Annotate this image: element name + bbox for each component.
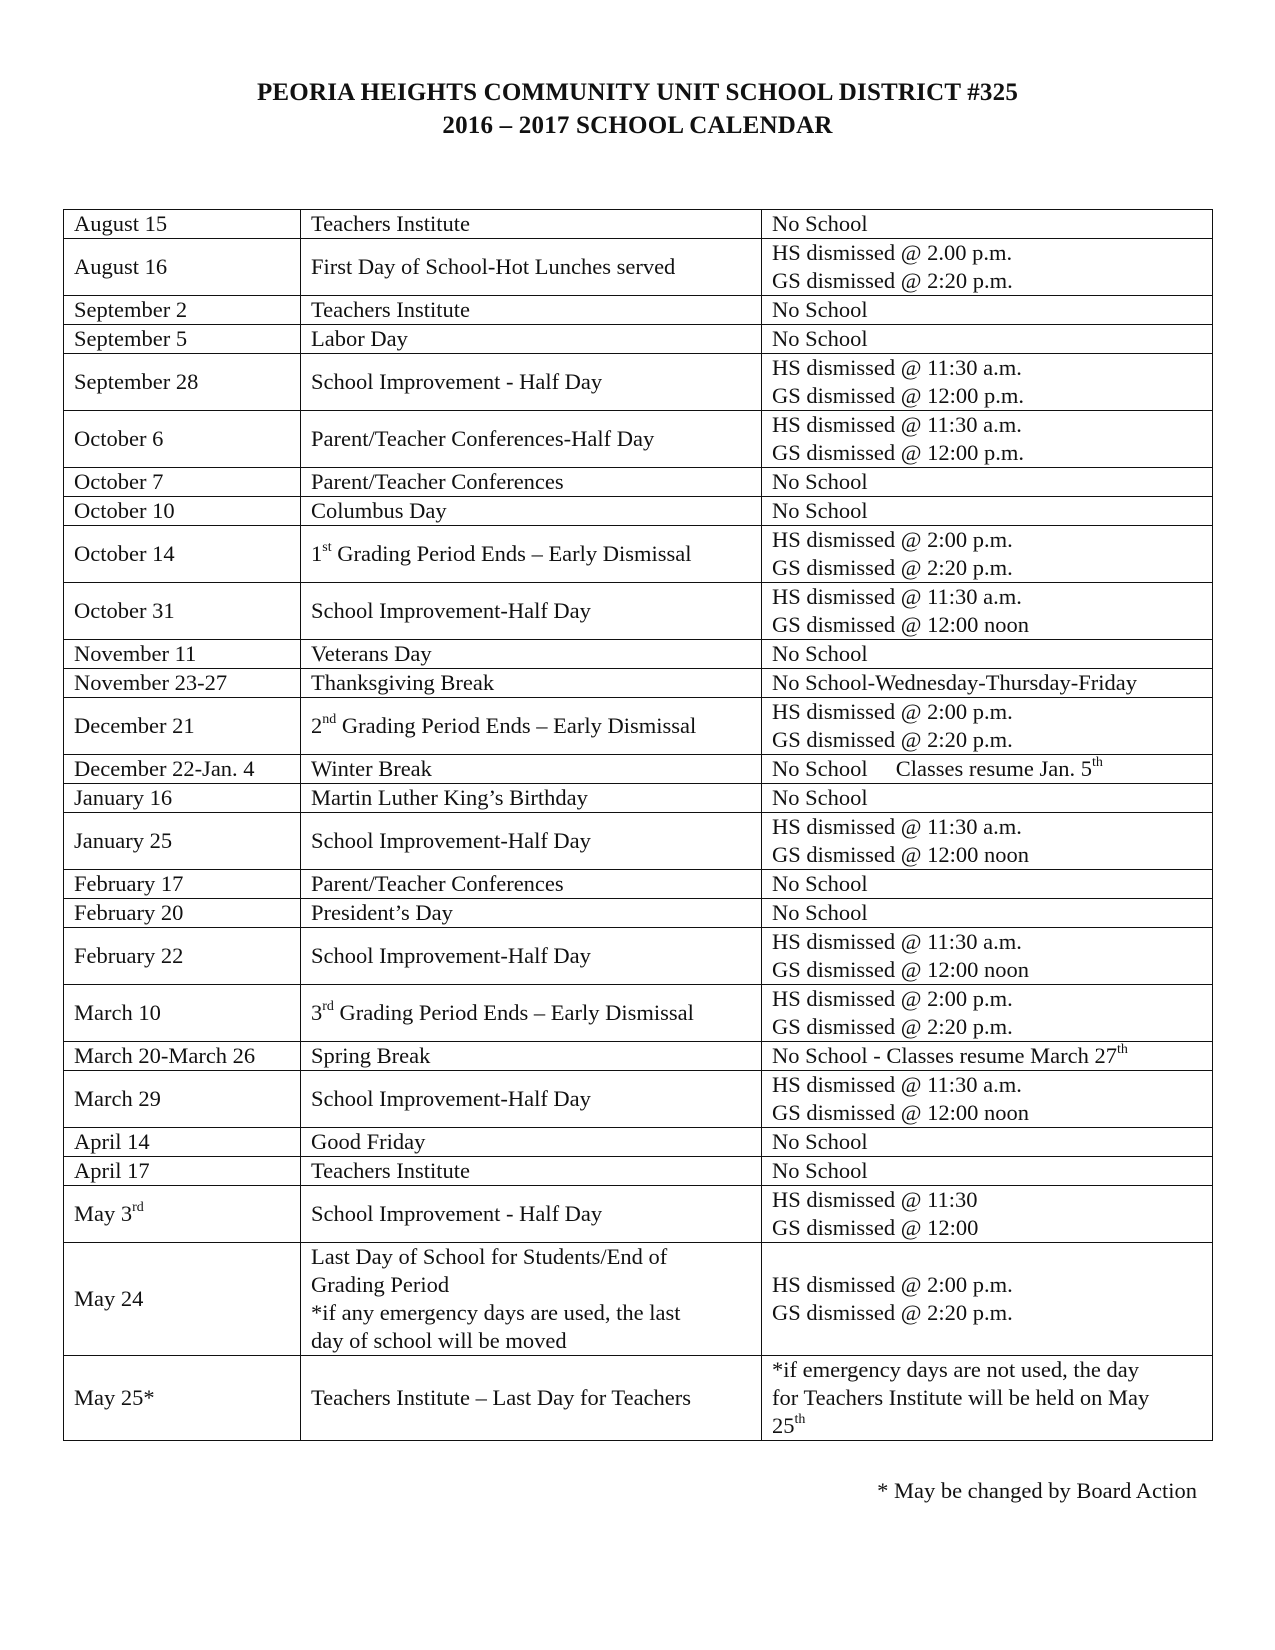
date-cell: March 10 (64, 985, 301, 1042)
date-cell: December 21 (64, 698, 301, 755)
table-row (64, 1186, 1213, 1243)
event-cell (301, 985, 762, 1042)
date-cell: February 22 (64, 928, 301, 985)
note-line: GS dismissed @ 2:20 p.m. (772, 1014, 1013, 1039)
date-cell: October 7 (64, 468, 301, 497)
event-cell: School Improvement-Half Day (301, 583, 762, 640)
table-row (64, 1356, 1213, 1441)
date-cell: August 15 (64, 210, 301, 239)
event-cell: Martin Luther King’s Birthday (301, 784, 762, 813)
note-line: for Teachers Institute will be held on May (772, 1385, 1150, 1410)
table-row (64, 497, 1213, 526)
note-cell (762, 985, 1213, 1042)
date-cell: March 20-March 26 (64, 1042, 301, 1071)
note-cell (762, 928, 1213, 985)
event-text: 2 (311, 713, 323, 738)
event-cell (301, 1243, 762, 1356)
ordinal-suffix: th (1116, 1041, 1128, 1057)
table-row (64, 1042, 1213, 1071)
note-cell (762, 1186, 1213, 1243)
date-cell: November 23-27 (64, 669, 301, 698)
note-cell (762, 239, 1213, 296)
table-row (64, 985, 1213, 1042)
event-cell: School Improvement-Half Day (301, 928, 762, 985)
event-text: 1 (311, 541, 323, 566)
event-cell: Columbus Day (301, 497, 762, 526)
date-cell: February 20 (64, 899, 301, 928)
date-cell: August 16 (64, 239, 301, 296)
table-row (64, 239, 1213, 296)
event-cell: Good Friday (301, 1128, 762, 1157)
note-line: HS dismissed @ 11:30 a.m. (772, 1072, 1022, 1097)
event-cell: Labor Day (301, 325, 762, 354)
event-cell: Thanksgiving Break (301, 669, 762, 698)
date-cell: March 29 (64, 1071, 301, 1128)
note-cell: No School (762, 640, 1213, 669)
table-row (64, 813, 1213, 870)
note-cell: No School (762, 1157, 1213, 1186)
note-cell (762, 755, 1213, 784)
note-line: HS dismissed @ 11:30 a.m. (772, 584, 1022, 609)
note-cell (762, 411, 1213, 468)
note-cell (762, 1071, 1213, 1128)
date-cell: November 11 (64, 640, 301, 669)
note-text: No School - Classes resume March 27 (772, 1043, 1117, 1068)
event-cell: School Improvement - Half Day (301, 354, 762, 411)
table-row (64, 928, 1213, 985)
ordinal-suffix: nd (322, 711, 337, 727)
table-row (64, 870, 1213, 899)
event-cell: Parent/Teacher Conferences (301, 468, 762, 497)
date-cell: May 24 (64, 1243, 301, 1356)
note-line: GS dismissed @ 12:00 p.m. (772, 440, 1024, 465)
note-line: HS dismissed @ 11:30 (772, 1187, 978, 1212)
date-cell: October 14 (64, 526, 301, 583)
note-cell: No School (762, 210, 1213, 239)
date-cell: January 16 (64, 784, 301, 813)
note-line: GS dismissed @ 12:00 (772, 1215, 979, 1240)
note-cell: No School (762, 899, 1213, 928)
note-cell: No School (762, 296, 1213, 325)
note-line: HS dismissed @ 2:00 p.m. (772, 699, 1013, 724)
ordinal-suffix: st (322, 539, 332, 555)
document-title: PEORIA HEIGHTS COMMUNITY UNIT SCHOOL DISTRICT #325 (256, 79, 1019, 106)
ordinal-suffix: th (1091, 754, 1103, 770)
note-line: GS dismissed @ 2:20 p.m. (772, 727, 1013, 752)
note-line: HS dismissed @ 11:30 a.m. (772, 355, 1022, 380)
table-row (64, 526, 1213, 583)
event-cell (301, 526, 762, 583)
calendar-table (63, 209, 1213, 1441)
note-line: HS dismissed @ 11:30 a.m. (772, 412, 1022, 437)
table-row (64, 1128, 1213, 1157)
date-text: May 3 (74, 1201, 133, 1226)
table-row (64, 755, 1213, 784)
date-cell: September 5 (64, 325, 301, 354)
event-cell: School Improvement - Half Day (301, 1186, 762, 1243)
note-cell (762, 354, 1213, 411)
event-cell: School Improvement-Half Day (301, 1071, 762, 1128)
date-cell: October 31 (64, 583, 301, 640)
event-cell: Teachers Institute (301, 210, 762, 239)
note-cell: No School (762, 325, 1213, 354)
event-cell: First Day of School-Hot Lunches served (301, 239, 762, 296)
note-cell: No School-Wednesday-Thursday-Friday (762, 669, 1213, 698)
event-cell: Teachers Institute (301, 1157, 762, 1186)
note-line: GS dismissed @ 2:20 p.m. (772, 1300, 1013, 1325)
event-cell: Parent/Teacher Conferences-Half Day (301, 411, 762, 468)
ordinal-suffix: rd (132, 1199, 144, 1215)
event-cell: Teachers Institute – Last Day for Teachers (301, 1356, 762, 1441)
table-row (64, 325, 1213, 354)
note-line: GS dismissed @ 12:00 noon (772, 612, 1029, 637)
table-row (64, 411, 1213, 468)
note-line: GS dismissed @ 12:00 noon (772, 957, 1029, 982)
event-line: Last Day of School for Students/End of (311, 1244, 668, 1269)
event-text: Grading Period Ends – Early Dismissal (331, 541, 692, 566)
note-text: 25 (772, 1413, 795, 1438)
event-cell: Parent/Teacher Conferences (301, 870, 762, 899)
event-cell: School Improvement-Half Day (301, 813, 762, 870)
date-cell: April 17 (64, 1157, 301, 1186)
note-line: GS dismissed @ 2:20 p.m. (772, 555, 1013, 580)
table-row (64, 640, 1213, 669)
date-cell: February 17 (64, 870, 301, 899)
note-cell: No School (762, 497, 1213, 526)
table-row (64, 354, 1213, 411)
note-cell: No School (762, 1128, 1213, 1157)
event-line: day of school will be moved (311, 1328, 567, 1353)
date-cell: October 6 (64, 411, 301, 468)
event-line: *if any emergency days are used, the last (311, 1300, 681, 1325)
note-line: HS dismissed @ 2:00 p.m. (772, 1272, 1013, 1297)
event-text: Grading Period Ends – Early Dismissal (333, 1000, 694, 1025)
ordinal-suffix: rd (322, 998, 334, 1014)
note-line: *if emergency days are not used, the day (772, 1357, 1139, 1382)
table-row (64, 1071, 1213, 1128)
event-cell: Veterans Day (301, 640, 762, 669)
table-row (64, 583, 1213, 640)
date-cell: September 2 (64, 296, 301, 325)
note-line: HS dismissed @ 2:00 p.m. (772, 986, 1013, 1011)
table-row (64, 1157, 1213, 1186)
event-line: Grading Period (311, 1272, 450, 1297)
note-cell (762, 1356, 1213, 1441)
note-cell (762, 1243, 1213, 1356)
event-cell: Winter Break (301, 755, 762, 784)
note-cell (762, 1042, 1213, 1071)
note-line (772, 1412, 1202, 1440)
date-cell: December 22-Jan. 4 (64, 755, 301, 784)
note-cell (762, 526, 1213, 583)
date-cell: May 25* (64, 1356, 301, 1441)
date-cell: September 28 (64, 354, 301, 411)
table-row (64, 698, 1213, 755)
table-row (64, 296, 1213, 325)
note-cell: No School (762, 468, 1213, 497)
event-cell: President’s Day (301, 899, 762, 928)
note-cell: No School (762, 784, 1213, 813)
note-line: GS dismissed @ 12:00 p.m. (772, 383, 1024, 408)
note-line: GS dismissed @ 12:00 noon (772, 1100, 1029, 1125)
date-cell (64, 1186, 301, 1243)
table-row (64, 468, 1213, 497)
note-text: No School Classes resume Jan. 5 (772, 756, 1092, 781)
event-cell (301, 698, 762, 755)
note-line: HS dismissed @ 11:30 a.m. (772, 814, 1022, 839)
note-cell: No School (762, 870, 1213, 899)
note-line: GS dismissed @ 12:00 noon (772, 842, 1029, 867)
note-line: HS dismissed @ 2.00 p.m. (772, 240, 1013, 265)
footnote: * May be changed by Board Action (877, 1478, 1197, 1503)
note-cell (762, 583, 1213, 640)
date-cell: April 14 (64, 1128, 301, 1157)
note-cell (762, 698, 1213, 755)
event-cell: Spring Break (301, 1042, 762, 1071)
event-text: 3 (311, 1000, 323, 1025)
note-line: HS dismissed @ 11:30 a.m. (772, 929, 1022, 954)
note-line: HS dismissed @ 2:00 p.m. (772, 527, 1013, 552)
document-subtitle: 2016 – 2017 SCHOOL CALENDAR (442, 112, 833, 139)
table-row (64, 669, 1213, 698)
note-cell (762, 813, 1213, 870)
ordinal-suffix: th (794, 1411, 806, 1427)
note-line: GS dismissed @ 2:20 p.m. (772, 268, 1013, 293)
date-cell: January 25 (64, 813, 301, 870)
event-cell: Teachers Institute (301, 296, 762, 325)
table-row (64, 210, 1213, 239)
event-text: Grading Period Ends – Early Dismissal (336, 713, 697, 738)
table-row (64, 899, 1213, 928)
table-row (64, 784, 1213, 813)
date-cell: October 10 (64, 497, 301, 526)
table-row (64, 1243, 1213, 1356)
